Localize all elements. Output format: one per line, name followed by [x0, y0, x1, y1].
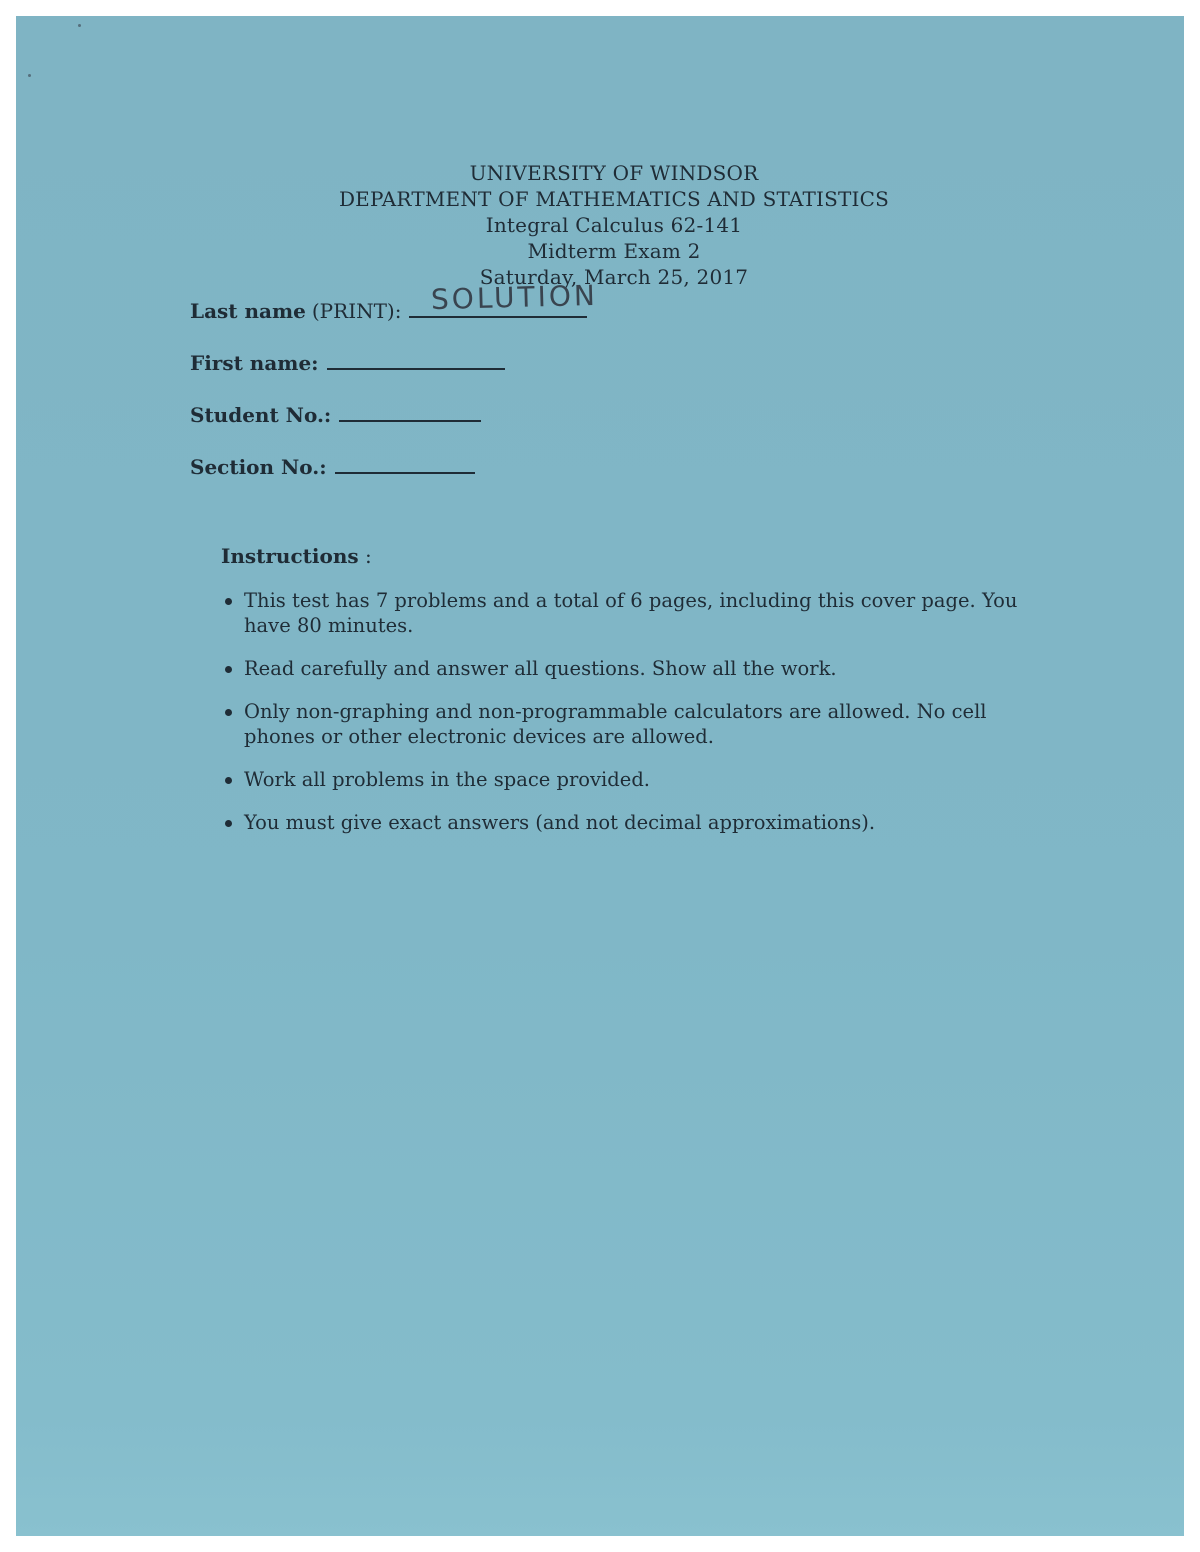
course-title: Integral Calculus 62-141	[485, 213, 743, 237]
section-number-line[interactable]	[335, 454, 475, 474]
first-name-field	[190, 350, 505, 375]
bullet-icon	[225, 777, 232, 784]
section-number-field	[190, 454, 475, 479]
student-number-label: Student No.:	[190, 403, 332, 427]
last-name-field	[190, 278, 599, 323]
list-item	[221, 810, 1051, 835]
instruction-text: Read carefully and answer all questions. Show all the work.	[244, 657, 837, 680]
bullet-icon	[225, 598, 232, 605]
department-name: DEPARTMENT OF MATHEMATICS AND STATISTICS	[338, 187, 890, 211]
list-item	[221, 767, 1051, 792]
section-number-label: Section No.:	[190, 455, 327, 479]
last-name-print-hint: (PRINT):	[311, 299, 402, 323]
first-name-label: First name:	[190, 351, 319, 375]
bullet-icon	[225, 709, 232, 716]
university-name: UNIVERSITY OF WINDSOR	[469, 161, 759, 185]
instructions-list	[221, 588, 1051, 853]
instructions-heading	[221, 544, 372, 568]
exam-header	[16, 160, 1200, 290]
bullet-icon	[225, 820, 232, 827]
exam-date: Saturday, March 25, 2017	[479, 265, 749, 289]
scan-speck	[78, 24, 81, 27]
instructions-colon: :	[358, 544, 372, 568]
last-name-label: Last name	[190, 299, 306, 323]
instruction-text: Work all problems in the space provided.	[244, 768, 650, 791]
student-number-line[interactable]	[339, 402, 481, 422]
first-name-line[interactable]	[327, 350, 505, 370]
instruction-text: Only non-graphing and non-programmable calculators are allowed. No cell phones or other electronic devices are allowed.	[244, 700, 987, 748]
list-item	[221, 588, 1051, 638]
list-item	[221, 699, 1051, 749]
exam-title: Midterm Exam 2	[527, 239, 701, 263]
last-name-handwritten-answer: SOLUTION	[431, 278, 599, 317]
instructions-title: Instructions	[221, 544, 359, 568]
bullet-icon	[225, 666, 232, 673]
list-item	[221, 656, 1051, 681]
scan-speck	[28, 74, 31, 77]
student-number-field	[190, 402, 481, 427]
exam-cover-page	[16, 16, 1184, 1536]
last-name-line[interactable]	[409, 278, 599, 318]
instruction-text: This test has 7 problems and a total of 6 pages, including this cover page. You have 80 minutes.	[244, 589, 1018, 637]
instruction-text: You must give exact answers (and not decimal approximations).	[244, 811, 876, 834]
